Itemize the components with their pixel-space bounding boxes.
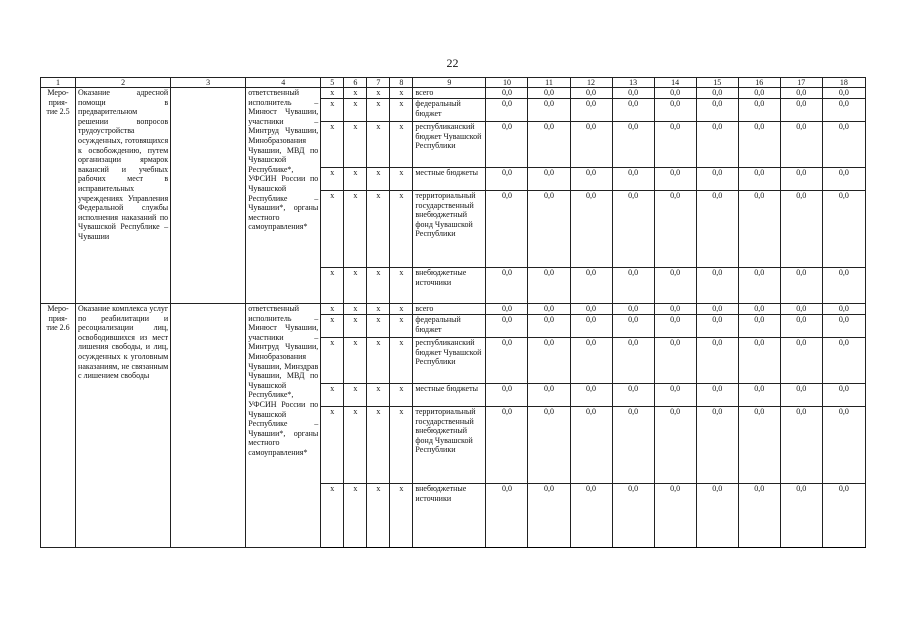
x-mark-cell: х bbox=[390, 484, 413, 548]
funding-value-cell: 0,0 bbox=[486, 484, 528, 548]
column-header: 8 bbox=[390, 78, 413, 88]
funding-value-cell: 0,0 bbox=[528, 268, 570, 304]
column-header: 12 bbox=[570, 78, 612, 88]
measure-col3-cell bbox=[171, 304, 246, 548]
funding-value-cell: 0,0 bbox=[612, 191, 654, 268]
measure-description-cell: Оказание комплекса услуг по реабилитации и ресоциализации лиц, освободившихся из мест лишения свободы, и лиц, осужденных к уголовным наказаниям, не связанным с лишением свободы bbox=[76, 304, 171, 548]
table-row bbox=[41, 304, 866, 315]
funding-value-cell: 0,0 bbox=[654, 304, 696, 315]
funding-value-cell: 0,0 bbox=[612, 304, 654, 315]
x-mark-cell: х bbox=[390, 99, 413, 122]
column-header: 13 bbox=[612, 78, 654, 88]
x-mark-cell: х bbox=[321, 168, 344, 191]
funding-value-cell: 0,0 bbox=[486, 191, 528, 268]
x-mark-cell: х bbox=[367, 191, 390, 268]
funding-value-cell: 0,0 bbox=[612, 122, 654, 168]
funding-value-cell: 0,0 bbox=[696, 122, 738, 168]
x-mark-cell: х bbox=[367, 88, 390, 99]
funding-value-cell: 0,0 bbox=[696, 338, 738, 384]
funding-value-cell: 0,0 bbox=[822, 407, 865, 484]
measure-description-cell: Оказание адресной помощи в предварительном решении вопросов трудоустройства осужденных, готовящихся к освобождению, путем организации ярмарок вакансий и учебных рабочих мест в исправительных учреждениях Управления Федеральной службы исполнения наказаний по Чувашской Республике – Чувашии bbox=[76, 88, 171, 304]
funding-value-cell: 0,0 bbox=[738, 304, 780, 315]
x-mark-cell: х bbox=[390, 407, 413, 484]
x-mark-cell: х bbox=[390, 304, 413, 315]
funding-value-cell: 0,0 bbox=[528, 122, 570, 168]
x-mark-cell: х bbox=[390, 122, 413, 168]
funding-source-cell: республиканский бюджет Чувашской Республики bbox=[413, 338, 486, 384]
x-mark-cell: х bbox=[390, 338, 413, 384]
funding-value-cell: 0,0 bbox=[612, 338, 654, 384]
funding-value-cell: 0,0 bbox=[822, 338, 865, 384]
funding-value-cell: 0,0 bbox=[570, 304, 612, 315]
funding-value-cell: 0,0 bbox=[738, 191, 780, 268]
funding-value-cell: 0,0 bbox=[486, 168, 528, 191]
x-mark-cell: х bbox=[367, 407, 390, 484]
x-mark-cell: х bbox=[390, 88, 413, 99]
funding-value-cell: 0,0 bbox=[822, 168, 865, 191]
funding-value-cell: 0,0 bbox=[822, 268, 865, 304]
x-mark-cell: х bbox=[344, 384, 367, 407]
x-mark-cell: х bbox=[321, 407, 344, 484]
funding-value-cell: 0,0 bbox=[822, 304, 865, 315]
funding-value-cell: 0,0 bbox=[780, 338, 822, 384]
funding-value-cell: 0,0 bbox=[654, 122, 696, 168]
funding-value-cell: 0,0 bbox=[780, 122, 822, 168]
funding-value-cell: 0,0 bbox=[822, 122, 865, 168]
funding-value-cell: 0,0 bbox=[612, 407, 654, 484]
funding-value-cell: 0,0 bbox=[570, 484, 612, 548]
funding-value-cell: 0,0 bbox=[654, 338, 696, 384]
funding-value-cell: 0,0 bbox=[822, 191, 865, 268]
funding-value-cell: 0,0 bbox=[696, 168, 738, 191]
column-header: 9 bbox=[413, 78, 486, 88]
program-table bbox=[40, 77, 866, 548]
funding-value-cell: 0,0 bbox=[696, 304, 738, 315]
funding-value-cell: 0,0 bbox=[738, 122, 780, 168]
x-mark-cell: х bbox=[367, 304, 390, 315]
funding-value-cell: 0,0 bbox=[570, 168, 612, 191]
funding-value-cell: 0,0 bbox=[654, 99, 696, 122]
funding-value-cell: 0,0 bbox=[486, 268, 528, 304]
funding-value-cell: 0,0 bbox=[528, 99, 570, 122]
funding-value-cell: 0,0 bbox=[822, 88, 865, 99]
funding-source-cell: федеральный бюджет bbox=[413, 99, 486, 122]
x-mark-cell: х bbox=[367, 338, 390, 384]
funding-value-cell: 0,0 bbox=[738, 484, 780, 548]
funding-value-cell: 0,0 bbox=[486, 315, 528, 338]
funding-value-cell: 0,0 bbox=[570, 407, 612, 484]
funding-value-cell: 0,0 bbox=[570, 338, 612, 384]
x-mark-cell: х bbox=[367, 268, 390, 304]
funding-value-cell: 0,0 bbox=[696, 191, 738, 268]
column-header: 7 bbox=[367, 78, 390, 88]
x-mark-cell: х bbox=[321, 315, 344, 338]
x-mark-cell: х bbox=[344, 191, 367, 268]
funding-value-cell: 0,0 bbox=[654, 484, 696, 548]
x-mark-cell: х bbox=[367, 315, 390, 338]
funding-value-cell: 0,0 bbox=[780, 168, 822, 191]
funding-source-cell: территориальный государственный внебюджетный фонд Чувашской Республики bbox=[413, 191, 486, 268]
funding-value-cell: 0,0 bbox=[654, 315, 696, 338]
funding-value-cell: 0,0 bbox=[738, 268, 780, 304]
funding-value-cell: 0,0 bbox=[486, 99, 528, 122]
funding-value-cell: 0,0 bbox=[570, 268, 612, 304]
executors-cell: ответственный исполнитель – Минюст Чувашии, участники – Минтруд Чувашии, Минобразования Чувашии, Минздрав Чувашии, МВД по Чувашской Республике*, УФСИН России по Чувашской Республике – Чувашии*, органы местного самоуправления* bbox=[246, 304, 321, 548]
funding-value-cell: 0,0 bbox=[528, 338, 570, 384]
column-header: 4 bbox=[246, 78, 321, 88]
funding-value-cell: 0,0 bbox=[528, 484, 570, 548]
column-header: 15 bbox=[696, 78, 738, 88]
funding-value-cell: 0,0 bbox=[486, 88, 528, 99]
funding-value-cell: 0,0 bbox=[696, 315, 738, 338]
x-mark-cell: х bbox=[344, 338, 367, 384]
funding-value-cell: 0,0 bbox=[654, 384, 696, 407]
funding-value-cell: 0,0 bbox=[696, 88, 738, 99]
funding-source-cell: всего bbox=[413, 88, 486, 99]
funding-value-cell: 0,0 bbox=[570, 384, 612, 407]
x-mark-cell: х bbox=[390, 384, 413, 407]
funding-value-cell: 0,0 bbox=[528, 168, 570, 191]
funding-value-cell: 0,0 bbox=[612, 88, 654, 99]
x-mark-cell: х bbox=[321, 338, 344, 384]
funding-value-cell: 0,0 bbox=[822, 315, 865, 338]
funding-value-cell: 0,0 bbox=[654, 268, 696, 304]
column-header: 10 bbox=[486, 78, 528, 88]
table-row bbox=[41, 88, 866, 99]
funding-value-cell: 0,0 bbox=[612, 268, 654, 304]
funding-value-cell: 0,0 bbox=[654, 168, 696, 191]
column-header: 18 bbox=[822, 78, 865, 88]
funding-value-cell: 0,0 bbox=[486, 338, 528, 384]
funding-value-cell: 0,0 bbox=[528, 88, 570, 99]
x-mark-cell: х bbox=[367, 99, 390, 122]
funding-value-cell: 0,0 bbox=[696, 384, 738, 407]
x-mark-cell: х bbox=[344, 315, 367, 338]
funding-value-cell: 0,0 bbox=[822, 99, 865, 122]
funding-value-cell: 0,0 bbox=[780, 304, 822, 315]
funding-value-cell: 0,0 bbox=[738, 407, 780, 484]
funding-value-cell: 0,0 bbox=[780, 191, 822, 268]
x-mark-cell: х bbox=[321, 99, 344, 122]
funding-source-cell: местные бюджеты bbox=[413, 168, 486, 191]
funding-value-cell: 0,0 bbox=[738, 384, 780, 407]
funding-value-cell: 0,0 bbox=[780, 268, 822, 304]
funding-value-cell: 0,0 bbox=[738, 88, 780, 99]
funding-value-cell: 0,0 bbox=[486, 304, 528, 315]
funding-value-cell: 0,0 bbox=[654, 191, 696, 268]
x-mark-cell: х bbox=[390, 315, 413, 338]
x-mark-cell: х bbox=[390, 268, 413, 304]
table-body bbox=[41, 88, 866, 548]
column-header: 2 bbox=[76, 78, 171, 88]
funding-value-cell: 0,0 bbox=[738, 168, 780, 191]
funding-source-cell: территориальный государственный внебюджетный фонд Чувашской Республики bbox=[413, 407, 486, 484]
x-mark-cell: х bbox=[344, 304, 367, 315]
funding-value-cell: 0,0 bbox=[570, 191, 612, 268]
x-mark-cell: х bbox=[344, 88, 367, 99]
funding-value-cell: 0,0 bbox=[612, 484, 654, 548]
funding-value-cell: 0,0 bbox=[822, 484, 865, 548]
funding-value-cell: 0,0 bbox=[528, 315, 570, 338]
funding-value-cell: 0,0 bbox=[780, 484, 822, 548]
funding-value-cell: 0,0 bbox=[486, 122, 528, 168]
column-number-row bbox=[41, 78, 866, 88]
column-header: 3 bbox=[171, 78, 246, 88]
funding-value-cell: 0,0 bbox=[822, 384, 865, 407]
funding-value-cell: 0,0 bbox=[570, 88, 612, 99]
x-mark-cell: х bbox=[344, 268, 367, 304]
measure-number-cell: Меро-прия-тие 2.6 bbox=[41, 304, 76, 548]
funding-value-cell: 0,0 bbox=[780, 315, 822, 338]
x-mark-cell: х bbox=[321, 384, 344, 407]
funding-value-cell: 0,0 bbox=[780, 384, 822, 407]
funding-value-cell: 0,0 bbox=[528, 407, 570, 484]
x-mark-cell: х bbox=[321, 484, 344, 548]
funding-source-cell: местные бюджеты bbox=[413, 384, 486, 407]
x-mark-cell: х bbox=[390, 191, 413, 268]
funding-value-cell: 0,0 bbox=[696, 407, 738, 484]
funding-value-cell: 0,0 bbox=[528, 384, 570, 407]
funding-value-cell: 0,0 bbox=[780, 99, 822, 122]
x-mark-cell: х bbox=[344, 99, 367, 122]
funding-source-cell: республиканский бюджет Чувашской Республики bbox=[413, 122, 486, 168]
funding-value-cell: 0,0 bbox=[528, 304, 570, 315]
x-mark-cell: х bbox=[344, 122, 367, 168]
column-header: 16 bbox=[738, 78, 780, 88]
x-mark-cell: х bbox=[344, 168, 367, 191]
x-mark-cell: х bbox=[321, 304, 344, 315]
funding-value-cell: 0,0 bbox=[612, 168, 654, 191]
x-mark-cell: х bbox=[367, 484, 390, 548]
funding-value-cell: 0,0 bbox=[570, 315, 612, 338]
column-header: 1 bbox=[41, 78, 76, 88]
funding-value-cell: 0,0 bbox=[738, 99, 780, 122]
x-mark-cell: х bbox=[367, 122, 390, 168]
column-header: 6 bbox=[344, 78, 367, 88]
funding-value-cell: 0,0 bbox=[738, 338, 780, 384]
funding-value-cell: 0,0 bbox=[612, 384, 654, 407]
funding-value-cell: 0,0 bbox=[696, 484, 738, 548]
column-header: 17 bbox=[780, 78, 822, 88]
funding-source-cell: федеральный бюджет bbox=[413, 315, 486, 338]
page-number: 22 bbox=[446, 56, 459, 70]
x-mark-cell: х bbox=[390, 168, 413, 191]
funding-value-cell: 0,0 bbox=[486, 407, 528, 484]
x-mark-cell: х bbox=[344, 407, 367, 484]
funding-value-cell: 0,0 bbox=[780, 88, 822, 99]
column-header: 14 bbox=[654, 78, 696, 88]
funding-source-cell: всего bbox=[413, 304, 486, 315]
funding-value-cell: 0,0 bbox=[570, 122, 612, 168]
x-mark-cell: х bbox=[367, 168, 390, 191]
measure-col3-cell bbox=[171, 88, 246, 304]
funding-value-cell: 0,0 bbox=[570, 99, 612, 122]
funding-value-cell: 0,0 bbox=[780, 407, 822, 484]
column-header: 11 bbox=[528, 78, 570, 88]
funding-value-cell: 0,0 bbox=[696, 268, 738, 304]
funding-value-cell: 0,0 bbox=[486, 384, 528, 407]
funding-source-cell: внебюджетные источники bbox=[413, 268, 486, 304]
x-mark-cell: х bbox=[321, 122, 344, 168]
column-header: 5 bbox=[321, 78, 344, 88]
funding-source-cell: внебюджетные источники bbox=[413, 484, 486, 548]
funding-value-cell: 0,0 bbox=[612, 315, 654, 338]
x-mark-cell: х bbox=[321, 191, 344, 268]
x-mark-cell: х bbox=[367, 384, 390, 407]
executors-cell: ответственный исполнитель – Минюст Чувашии, участники – Минтруд Чувашии, Минобразования Чувашии, МВД по Чувашской Республике*, УФСИН России по Чувашской Республике – Чувашии*, органы местного самоуправления* bbox=[246, 88, 321, 304]
funding-value-cell: 0,0 bbox=[696, 99, 738, 122]
x-mark-cell: х bbox=[321, 268, 344, 304]
funding-value-cell: 0,0 bbox=[612, 99, 654, 122]
funding-value-cell: 0,0 bbox=[738, 315, 780, 338]
funding-value-cell: 0,0 bbox=[654, 88, 696, 99]
x-mark-cell: х bbox=[321, 88, 344, 99]
measure-number-cell: Меро-прия-тие 2.5 bbox=[41, 88, 76, 304]
funding-value-cell: 0,0 bbox=[528, 191, 570, 268]
funding-value-cell: 0,0 bbox=[654, 407, 696, 484]
x-mark-cell: х bbox=[344, 484, 367, 548]
